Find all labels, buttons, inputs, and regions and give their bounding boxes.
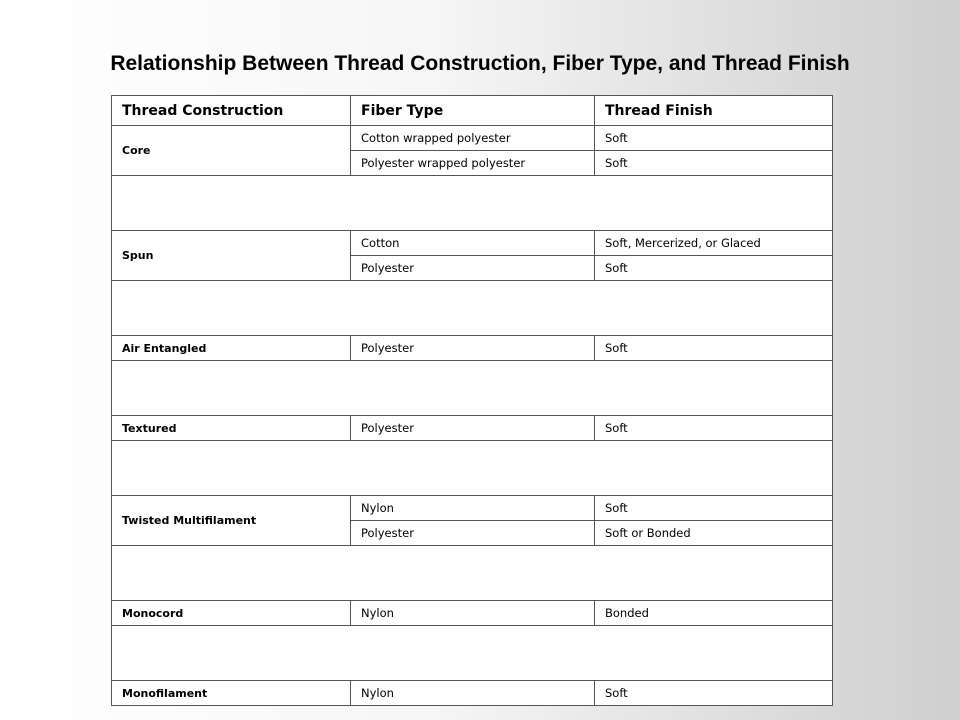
fiber-type-cell: Polyester (351, 521, 595, 546)
thread-finish-cell: Soft (595, 416, 833, 441)
spacer-row (112, 626, 833, 681)
construction-cell: Monocord (112, 601, 351, 626)
spacer-cell (112, 441, 833, 496)
spacer-cell (112, 176, 833, 231)
thread-finish-cell: Soft (595, 681, 833, 706)
table-row (112, 416, 833, 441)
header-fiber-type: Fiber Type (351, 96, 595, 126)
spacer-row (112, 546, 833, 601)
construction-cell: Textured (112, 416, 351, 441)
fiber-type-cell: Nylon (351, 601, 595, 626)
fiber-type-cell: Nylon (351, 496, 595, 521)
spacer-row (112, 441, 833, 496)
construction-cell: Air Entangled (112, 336, 351, 361)
header-row (112, 96, 833, 126)
fiber-type-cell: Cotton (351, 231, 595, 256)
thread-finish-cell: Soft, Mercerized, or Glaced (595, 231, 833, 256)
spacer-cell (112, 281, 833, 336)
thread-finish-cell: Soft (595, 496, 833, 521)
table-row (112, 496, 833, 521)
construction-cell: Twisted Multifilament (112, 496, 351, 546)
thread-finish-cell: Soft (595, 151, 833, 176)
thread-finish-cell: Bonded (595, 601, 833, 626)
spacer-row (112, 281, 833, 336)
construction-cell: Spun (112, 231, 351, 281)
table-row (112, 231, 833, 256)
spacer-cell (112, 361, 833, 416)
construction-cell: Monofilament (112, 681, 351, 706)
thread-finish-cell: Soft (595, 126, 833, 151)
thread-finish-cell: Soft (595, 256, 833, 281)
spacer-cell (112, 626, 833, 681)
slide-title: Relationship Between Thread Construction, Fiber Type, and Thread Finish (110, 52, 850, 75)
spacer-row (112, 176, 833, 231)
table-row (112, 601, 833, 626)
fiber-type-cell: Polyester (351, 416, 595, 441)
thread-finish-cell: Soft or Bonded (595, 521, 833, 546)
thread-finish-cell: Soft (595, 336, 833, 361)
table-header (112, 96, 833, 126)
table-body (112, 126, 833, 706)
construction-cell: Core (112, 126, 351, 176)
thread-table (111, 95, 833, 706)
fiber-type-cell: Polyester wrapped polyester (351, 151, 595, 176)
table-row (112, 126, 833, 151)
fiber-type-cell: Cotton wrapped polyester (351, 126, 595, 151)
spacer-row (112, 361, 833, 416)
fiber-type-cell: Nylon (351, 681, 595, 706)
fiber-type-cell: Polyester (351, 256, 595, 281)
table-row (112, 336, 833, 361)
spacer-cell (112, 546, 833, 601)
table-row (112, 681, 833, 706)
header-thread-construction: Thread Construction (112, 96, 351, 126)
header-thread-finish: Thread Finish (595, 96, 833, 126)
fiber-type-cell: Polyester (351, 336, 595, 361)
